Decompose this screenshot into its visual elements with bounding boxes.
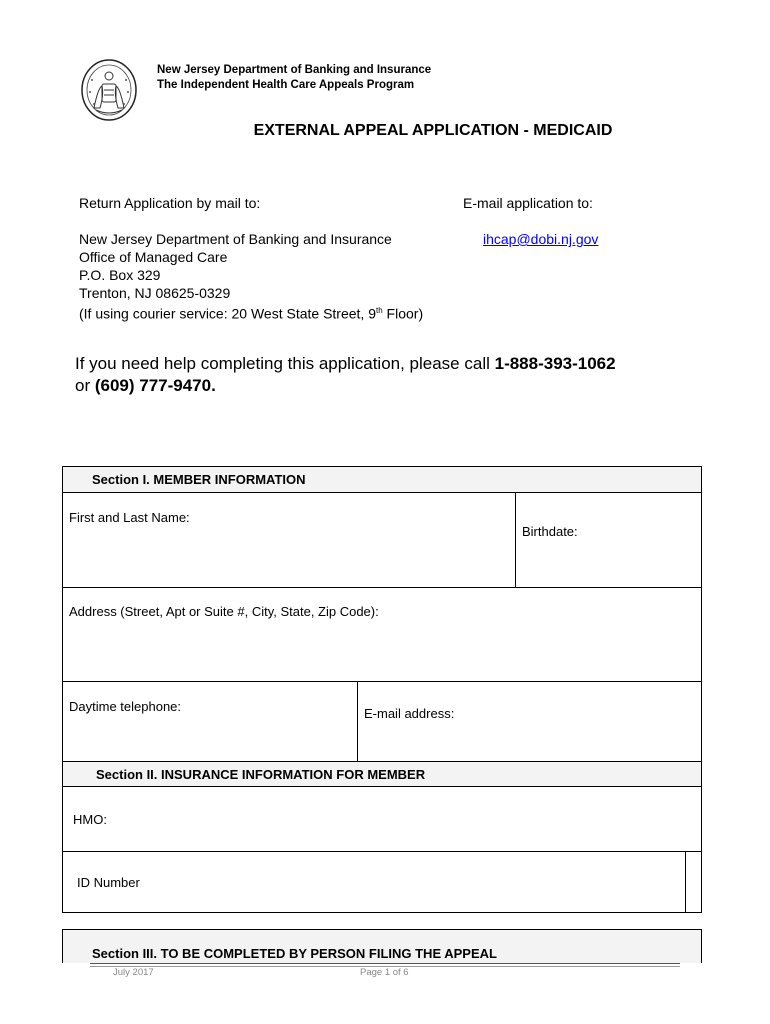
- help-text-3: .: [211, 376, 216, 395]
- help-phone-1: 1-888-393-1062: [494, 354, 616, 373]
- id-number-label: ID Number: [77, 875, 140, 890]
- footer-page-number: Page 1 of 6: [360, 967, 409, 978]
- courier-line: [79, 302, 423, 323]
- section-3-heading: Section III. TO BE COMPLETED BY PERSON FILING THE APPEAL: [92, 946, 497, 961]
- footer-date: July 2017: [113, 967, 154, 978]
- help-phone-2: (609) 777-9470: [94, 376, 212, 395]
- courier-prefix: (If using courier service: 20 West State Street, 9: [79, 305, 376, 322]
- divider: [685, 851, 686, 913]
- divider: [357, 681, 358, 761]
- member-form: [62, 466, 702, 913]
- page-title: EXTERNAL APPEAL APPLICATION - MEDICAID: [253, 122, 613, 139]
- address-line-2: Office of Managed Care: [79, 249, 228, 265]
- divider: [63, 786, 701, 787]
- help-text-1: If you need help completing this application, please call: [75, 354, 495, 373]
- footer-rule: [90, 963, 680, 964]
- mailing-address: [79, 230, 423, 323]
- mail-label: Return Application by mail to:: [79, 195, 261, 211]
- address-line-3: P.O. Box 329: [79, 267, 161, 283]
- divider: [515, 492, 516, 587]
- name-label: First and Last Name:: [69, 510, 190, 525]
- help-text-2: or: [75, 376, 95, 395]
- divider: [63, 851, 701, 852]
- courier-suffix: Floor): [382, 305, 424, 322]
- divider: [63, 492, 701, 493]
- address-line-4: Trenton, NJ 08625-0329: [79, 285, 231, 301]
- agency-line-1: New Jersey Department of Banking and Insurance: [157, 64, 432, 76]
- divider: [63, 587, 701, 588]
- divider: [63, 681, 701, 682]
- courier-sup: th: [375, 306, 383, 315]
- agency-line-2: The Independent Health Care Appeals Program: [157, 79, 415, 91]
- email-address-label: E-mail address:: [364, 706, 455, 721]
- section-1-heading-bar: [63, 467, 701, 492]
- section-2-heading: Section II. INSURANCE INFORMATION FOR MEMBER: [96, 767, 426, 782]
- nj-state-seal: [80, 58, 138, 122]
- section-2-heading-bar: [63, 762, 701, 786]
- birthdate-label: Birthdate:: [522, 524, 578, 539]
- agency-header: [157, 63, 431, 93]
- section-3-heading-bar: [62, 929, 702, 963]
- section-1-heading: Section I. MEMBER INFORMATION: [92, 472, 306, 487]
- email-link[interactable]: ihcap@dobi.nj.gov: [483, 231, 599, 247]
- address-line-1: New Jersey Department of Banking and Insurance: [79, 231, 392, 247]
- address-label: Address (Street, Apt or Suite #, City, State, Zip Code):: [69, 604, 379, 619]
- phone-label: Daytime telephone:: [69, 699, 182, 714]
- hmo-label: HMO:: [73, 812, 107, 827]
- help-text: [75, 353, 616, 397]
- email-label: E-mail application to:: [463, 195, 593, 211]
